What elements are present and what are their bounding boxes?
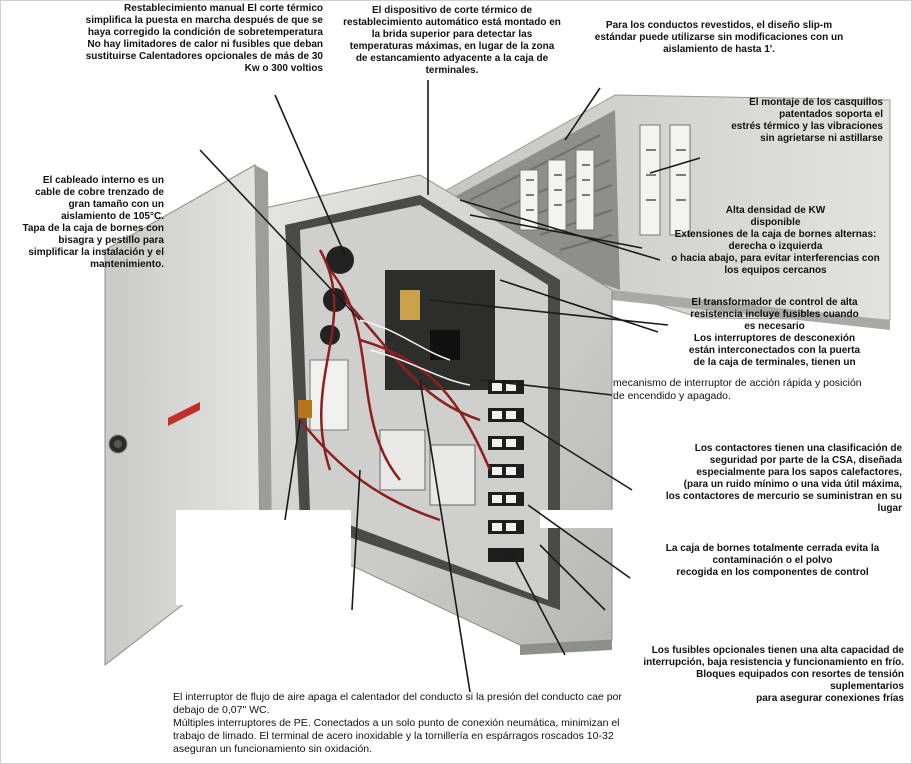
annotation-bushings: El montaje de los casquillos patentados soporta el estrés térmico y las vibraciones sin agrietarse ni astillarse [731,97,883,144]
annotation-lined-ducts: Para los conductos revestidos, el diseño slip-m estándar puede utilizarse sin modificaciones con un aislamiento de hasta 1'. [594,20,844,55]
annotation-enclosed-box: La caja de bornes totalmente cerrada evita la contaminación o el polvo recogida en los componentes de control [665,543,880,578]
annotation-airflow-switch: El interruptor de flujo de aire apaga el calentador del conducto si la presión del conducto cae por debajo de 0,07" WC. Múltiples interruptores de PE. Conectados a un solo punto de conexión neumática, minimizan el trabajo de limado. El terminal de acero inoxidable y la tornillería en espárragos roscados 10-32 aseguran un funcionamiento sin oxidación. [173,691,622,755]
annotation-kw-density: Alta densidad de KW disponible Extensiones de la caja de bornes alternas: derecha o izquierda o hacia abajo, para evitar interferencias con los equipos cercanos [671,205,880,276]
annotation-internal-wiring: El cableado interno es un cable de cobre trenzado de gran tamaño con un aislamiento de 105°C. Tapa de la caja de bornes con bisagra y pestillo para simplificar la instalación y el mantenimiento. [22,175,164,270]
annotation-contactors: Los contactores tienen una clasificación de seguridad por parte de la CSA, diseñada especialmente para los sapos calefactores, (para un ruido mínimo o una vida útil máxima, los contactores de mercurio se suministran en su lugar [665,443,902,514]
annotation-manual-reset: Restablecimiento manual El corte térmico simplifica la puesta en marcha después de que se haya corregido la condición de sobretemperatura No hay limitadores de calor ni fusibles que deban sustituirse Calentadores opcionales de más de 30 Kw o 300 voltios [85,3,323,74]
annotation-control-transformer: El transformador de control de alta resistencia incluye fusibles cuando es necesario Los interruptores de desconexión están interconectados con la puerta de la caja de terminales, tienen un [688,297,861,368]
annotation-auto-reset-cutout: El dispositivo de corte térmico de restablecimiento automático está montado en la brida superior para detectar las temperaturas máximas, en lugar de la zona de estancamiento adyacente a la caja de terminales. [343,5,561,76]
annotation-optional-fuses: Los fusibles opcionales tienen una alta capacidad de interrupción, baja resistencia y funcionamiento en frío. Bloques equipados con resortes de tensión suplementarios para asegurar conexiones frías [643,645,904,704]
annotation-snap-action: mecanismo de interruptor de acción rápida y posición de encendido y apagado. [613,377,862,402]
